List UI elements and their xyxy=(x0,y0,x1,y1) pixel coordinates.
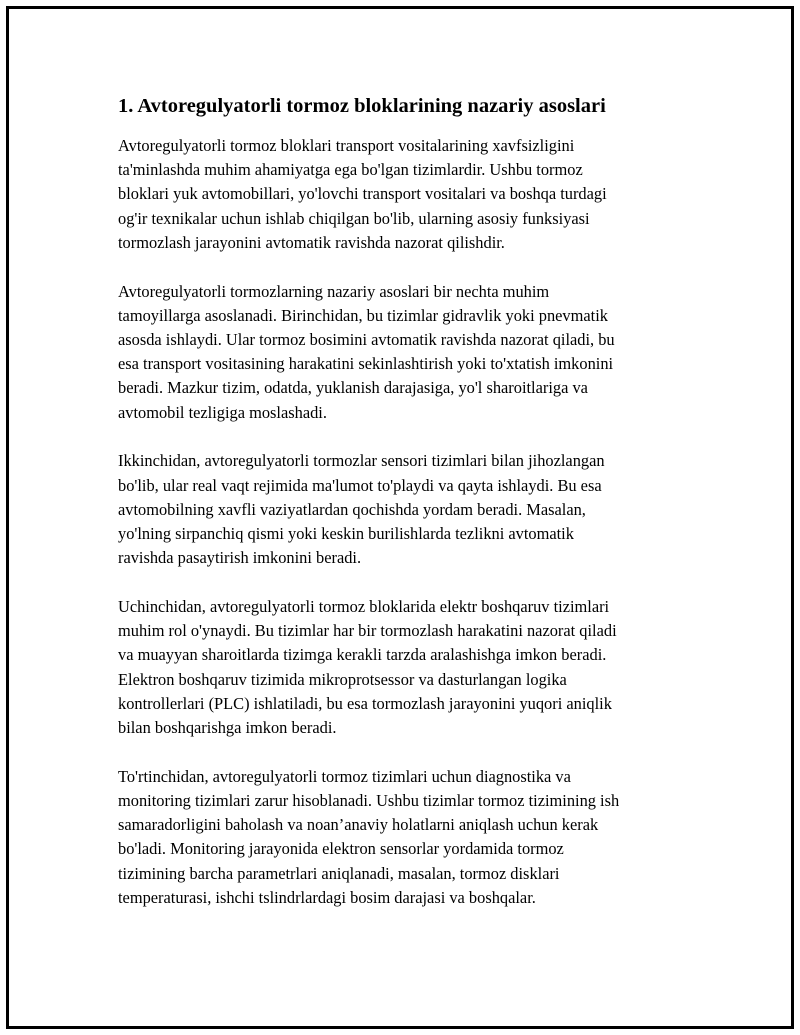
section-heading: 1. Avtoregulyatorli tormoz bloklarining nazariy asoslari xyxy=(118,95,606,117)
text-line: bilan boshqarishga imkon beradi. xyxy=(118,718,337,738)
text-line: esa transport vositasining harakatini sekinlashtirish yoki to'xtatish imkonini xyxy=(118,354,614,374)
paragraph-3 xyxy=(118,449,682,570)
text-line: ravishda pasaytirish imkonini beradi. xyxy=(118,548,362,568)
text-line: monitoring tizimlari zarur hisoblanadi. Ushbu tizimlar tormoz tizimining ish xyxy=(118,791,620,811)
text-line: va muayyan sharoitlarda tizimga kerakli tarzda aralashishga imkon beradi. xyxy=(118,645,607,665)
text-line: temperaturasi, ishchi tslindrlardagi bosim darajasi va boshqalar. xyxy=(118,887,536,907)
text-line: tamoyillarga asoslanadi. Birinchidan, bu tizimlar gidravlik yoki pnevmatik xyxy=(118,305,608,325)
text-line: Uchinchidan, avtoregulyatorli tormoz bloklarida elektr boshqaruv tizimlari xyxy=(118,597,610,617)
text-line: muhim rol o'ynaydi. Bu tizimlar har bir tormozlash harakatini nazorat qiladi xyxy=(118,621,617,641)
paragraph-2 xyxy=(118,280,682,425)
paragraph-5 xyxy=(118,765,682,910)
text-line: bo'lib, ular real vaqt rejimida ma'lumot to'playdi va qayta ishlaydi. Bu esa xyxy=(118,475,602,495)
text-line: bloklari yuk avtomobillari, yo'lovchi transport vositalari va boshqa turdagi xyxy=(118,184,607,204)
text-line: tizimining barcha parametrlari aniqlanadi, masalan, tormoz disklari xyxy=(118,863,560,883)
text-line: og'ir texnikalar uchun ishlab chiqilgan bo'lib, ularning asosiy funksiyasi xyxy=(118,208,590,228)
text-line: Avtoregulyatorli tormozlarning nazariy asoslari bir nechta muhim xyxy=(118,281,550,301)
text-line: beradi. Mazkur tizim, odatda, yuklanish darajasiga, yo'l sharoitlariga va xyxy=(118,378,588,398)
text-line: ta'minlashda muhim ahamiyatga ega bo'lgan tizimlardir. Ushbu tormoz xyxy=(118,160,583,180)
paragraph-1 xyxy=(118,134,682,255)
text-line: Ikkinchidan, avtoregulyatorli tormozlar sensori tizimlari bilan jihozlangan xyxy=(118,451,605,471)
text-line: kontrollerlari (PLC) ishlatiladi, bu esa tormozlash jarayonini yuqori aniqlik xyxy=(118,693,612,713)
text-line: bo'ladi. Monitoring jarayonida elektron sensorlar yordamida tormoz xyxy=(118,839,564,859)
text-line: avtomobil tezligiga moslashadi. xyxy=(118,402,327,422)
paragraph-4 xyxy=(118,595,682,740)
text-line: yo'lning sirpanchiq qismi yoki keskin burilishlarda tezlikni avtomatik xyxy=(118,524,574,544)
text-line: Elektron boshqaruv tizimida mikroprotsessor va dasturlangan logika xyxy=(118,669,567,689)
text-line: tormozlash jarayonini avtomatik ravishda nazorat qilishdir. xyxy=(118,232,505,252)
text-line: asosda ishlaydi. Ular tormoz bosimini avtomatik ravishda nazorat qiladi, bu xyxy=(118,330,615,350)
text-line: avtomobilning xavfli vaziyatlardan qochishda yordam beradi. Masalan, xyxy=(118,499,586,519)
text-line: samaradorligini baholash va noan’anaviy holatlarni aniqlash uchun kerak xyxy=(118,815,599,835)
text-line: To'rtinchidan, avtoregulyatorli tormoz tizimlari uchun diagnostika va xyxy=(118,766,571,786)
document-body xyxy=(118,92,682,935)
text-line: Avtoregulyatorli tormoz bloklari transport vositalarining xavfsizligini xyxy=(118,136,575,155)
